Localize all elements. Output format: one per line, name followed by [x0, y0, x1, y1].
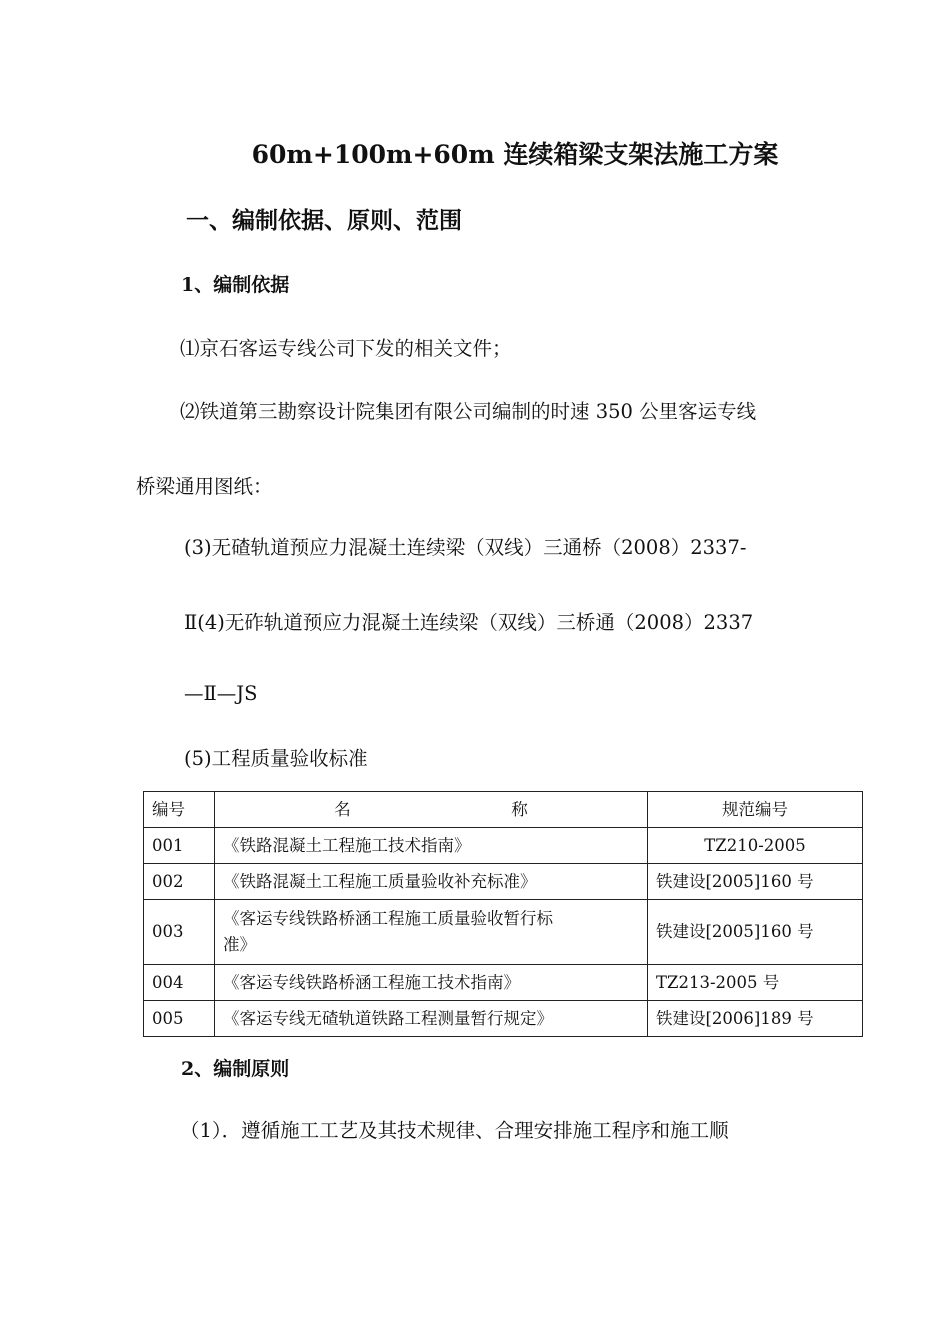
- basis-item-1: ⑴京石客运专线公司下发的相关文件；: [180, 337, 512, 360]
- cell-no: 002: [144, 864, 215, 900]
- principle-item-1: （1）．遵循施工工艺及其技术规律、合理安排施工程序和施工顺: [180, 1119, 729, 1142]
- basis-item-2: ⑵铁道第三勘察设计院集团有限公司编制的时速 350 公里客运专线: [180, 400, 757, 423]
- table-row: [144, 864, 863, 900]
- standards-table: [143, 791, 863, 1037]
- basis-item-4-cont: —Ⅱ—JS: [184, 682, 258, 705]
- header-code: 规范编号: [648, 792, 863, 828]
- header-name-part1: 名: [334, 799, 351, 819]
- basis-item-2-cont: 桥梁通用图纸：: [136, 475, 273, 498]
- cell-name: 《铁路混凝土工程施工质量验收补充标准》: [215, 864, 648, 900]
- page-title: 60m+100m+60m 连续箱梁支架法施工方案: [251, 140, 779, 169]
- table-row: [144, 900, 863, 965]
- cell-code: TZ210-2005: [648, 828, 863, 864]
- cell-code: TZ213-2005 号: [648, 965, 863, 1001]
- cell-no: 004: [144, 965, 215, 1001]
- table-row: [144, 1001, 863, 1037]
- cell-code: 铁建设[2005]160 号: [648, 900, 863, 965]
- header-name: [215, 792, 648, 828]
- table-header-row: [144, 792, 863, 828]
- cell-name-line2: 准》: [223, 935, 256, 954]
- basis-item-5: (5)工程质量验收标准: [184, 747, 368, 770]
- cell-code: 铁建设[2005]160 号: [648, 864, 863, 900]
- subsection-heading-basis: 1、编制依据: [181, 274, 290, 296]
- table-row: [144, 828, 863, 864]
- cell-name-line1: 《客运专线铁路桥涵工程施工质量验收暂行标: [223, 909, 553, 928]
- cell-no: 005: [144, 1001, 215, 1037]
- header-no: 编号: [144, 792, 215, 828]
- table-row: [144, 965, 863, 1001]
- basis-item-3: (3)无碴轨道预应力混凝土连续梁（双线）三通桥（2008）2337-: [184, 536, 747, 559]
- cell-name: 《客运专线铁路桥涵工程施工技术指南》: [215, 965, 648, 1001]
- cell-name: 《铁路混凝土工程施工技术指南》: [215, 828, 648, 864]
- cell-name: [215, 900, 648, 965]
- basis-item-4: Ⅱ(4)无砟轨道预应力混凝土连续梁（双线）三桥通（2008）2337: [184, 611, 754, 634]
- cell-no: 003: [144, 900, 215, 965]
- section-heading: 一、编制依据、原则、范围: [186, 207, 462, 234]
- subsection-heading-principles: 2、编制原则: [181, 1058, 290, 1080]
- header-name-part2: 称: [511, 799, 528, 819]
- cell-code: 铁建设[2006]189 号: [648, 1001, 863, 1037]
- cell-name: 《客运专线无碴轨道铁路工程测量暂行规定》: [215, 1001, 648, 1037]
- cell-no: 001: [144, 828, 215, 864]
